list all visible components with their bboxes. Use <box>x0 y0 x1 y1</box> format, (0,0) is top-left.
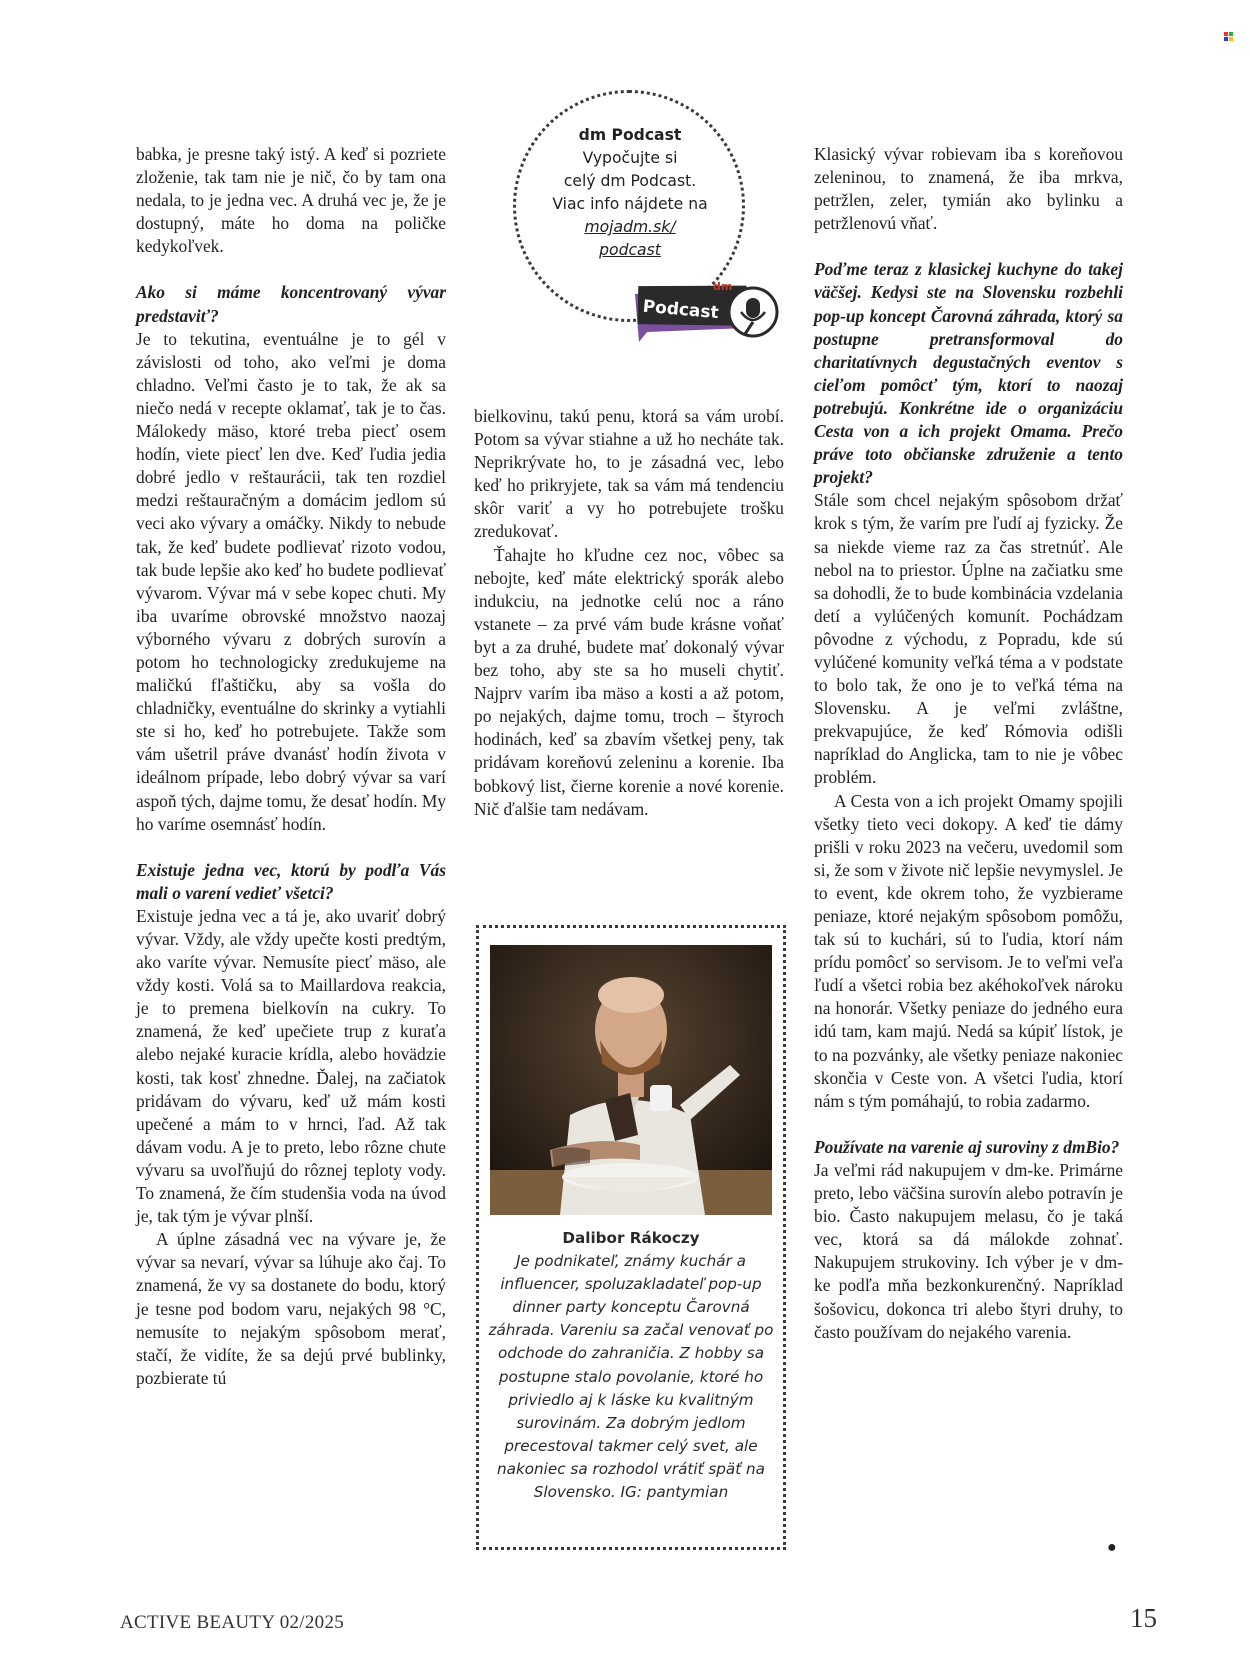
podcast-link[interactable]: podcast <box>599 241 661 259</box>
corner-color-marks <box>1224 32 1234 42</box>
paragraph: Ťahajte ho kľudne cez noc, vôbec sa nebojte, keď máte elektrický sporák alebo indukciu, na jednotke celú noc a ráno vstanete – za prvé vám bude krásne voňať byt a za druhé, budete mať dokonalý vývar bez toho, aby ste sa ho museli chytiť. Najprv varím iba mäso a kosti a až potom, po nejakých, dajme tomu, troch – štyroch hodinách, keď sa zbavím všetkej peny, tak pridávam koreňovú zeleninu a korenie. Iba bobkový list, čierne korenie a nové korenie. Nič ďalšie tam nedávam. <box>474 544 784 819</box>
paragraph: Ja veľmi rád nakupujem v dm-ke. Primárne preto, lebo väčšina surovín alebo potravín je bio. Často nakupujem melasu, čo je taká vec, ktorá sa dá málokde zohnať. Nakupujem strukoviny. Ich výber je v dm-ke podľa mňa bezkonkurenčný. Napríklad šošovicu, dokonca tri alebo štyri druhy, to často používam do nejakého varenia. <box>814 1159 1123 1342</box>
photo-caption <box>482 1227 780 1504</box>
end-of-article-mark: ● <box>1107 1539 1117 1556</box>
paragraph: Stále som chcel nejakým spôsobom držať krok s tým, že varím pre ľudí aj fyzicky. Že sa niekde vieme raz za čas stretnúť. Ale nebol na to priestor. Úplne na začiatku sme sa dohodli, že to bude kombinácia vzdelania detí a vylúčených komunít. Pochádzam pôvodne z východu, z Popradu, kde sú vylúčené komunity veľká téma a v podstate to bolo tak, že ono je to veľká téma na Slovensku. A je veľmi zvláštne, prekvapujúce, že keď Rómovia odišli napríklad do Anglicka, tam to nie je vôbec problém. <box>814 490 1123 788</box>
article-column-2 <box>474 405 784 821</box>
caption-text: Je podnikateľ, známy kuchár a influencer, spoluzakladateľ pop-up dinner party konceptu Čarovná záhrada. Vareniu sa začal venovať po odchode do zahraničia. Z hobby sa postupne stalo povolanie, ktoré ho priviedlo aj k láske ku kvalitným surovinám. Za dobrým jedlom precestoval takmer celý svet, ale nakoniec sa rozhodol vrátiť späť na Slovensko. IG: pantymian <box>488 1252 774 1502</box>
badge-label: Podcast <box>641 296 720 324</box>
podcast-line: celý dm Podcast. <box>563 172 697 190</box>
paragraph: A Cesta von a ich projekt Omamy spojili všetky tieto veci dokopy. A keď tie dámy prišli v roku 2023 na večeru, uvedomil som si, že som v živote nič lepšie nevymyslel. Je to event, kde okrem toho, že vyzbierame peniaze, ktoré nejakým spôsobom pomôžu, tak sú to kuchári, sú to ľudia, ktorí nám prídu pomôcť so servisom. Je to veľmi veľa ľudí a všetci robia bez akéhokoľvek nároku na honorár. Všetky peniaze do jedného eura idú tam, kam majú. Nedá sa kúpiť lístok, je to na pozvánky, ale všetky peniaze nakoniec skončia v Ceste von. A všetci ľudia, ktorí nám s tým pomáhajú, to robia zadarmo. <box>814 790 1123 1111</box>
page-number: 15 <box>1130 1603 1157 1633</box>
interview-question: Používate na varenie aj suroviny z dmBio? <box>814 1136 1120 1157</box>
podcast-callout <box>530 124 730 262</box>
podcast-line: Viac info nájdete na <box>552 195 708 213</box>
dm-podcast-badge <box>633 276 783 351</box>
article-column-1 <box>136 143 446 1390</box>
paragraph: Klasický vývar robievam iba s koreňovou zeleninou, to znamená, že iba mrkva, petržlen, zeler, tymián ako bylinku a petržlenovú vňať. <box>814 144 1123 234</box>
paragraph: babka, je presne taký istý. A keď si pozriete zloženie, tak tam nie je nič, čo by tam ona nedala, to je jedna vec. A druhá vec je, že je dostupný, máte ho doma na poličke kedykoľvek. <box>136 144 446 257</box>
badge-brand: dm <box>713 280 733 293</box>
magazine-issue: ACTIVE BEAUTY 02/2025 <box>120 1612 345 1633</box>
paragraph: Je to tekutina, eventuálne je to gél v závislosti od toho, ako veľmi je doma chladno. Veľmi často je to tak, že ak sa niečo nedá v recepte oklamať, tak je to čas. Málokedy mäso, ktoré treba piecť osem hodín, viete piecť len dve. Keď ľudia jedia dobré jedlo v reštaurácii, tak ten rozdiel medzi reštauračným a domácim jedlom sú veci ako vývary a omáčky. Nikdy to nebude tak, že keď budete podlievať rizoto vodou, tak bude lepšie ako keď ho budete podlievať vývarom. Vývar má v sebe kopec chuti. My iba uvaríme obrovské množstvo naozaj výborného vývaru z dobrých surovín a potom ho technologicky zredukujeme na maličkú fľaštičku, aby sa vošla do chladničky, eventuálne do skrinky a vytiahli ste si ho, keď ho potrebujete. Takže som vám ušetril práve dvanásť hodín života v ideálnom prípade, lebo dobrý vývar sa varí aspoň tých, dajme tomu, že desať hodín. My ho varíme osemnásť hodín. <box>136 328 446 834</box>
paragraph: bielkovinu, takú penu, ktorá sa vám urobí. Potom sa vývar stiahne a už ho necháte tak. Neprikrývate ho, to je zásadná vec, lebo keď ho prikryjete, tak sa vám má tendenciu skôr variť a vy ho potrebujete trošku zredukovať. <box>474 406 784 542</box>
podcast-link[interactable]: mojadm.sk/ <box>584 218 676 236</box>
interview-question: Ako si máme koncentrovaný vývar predstaviť? <box>136 282 446 326</box>
microphone-icon <box>729 288 777 336</box>
podcast-title: dm Podcast <box>578 126 682 144</box>
article-column-3 <box>814 143 1123 1344</box>
chef-photo <box>490 945 772 1215</box>
paragraph: A úplne zásadná vec na vývare je, že vývar sa nevarí, vývar sa lúhuje ako čaj. To znamená, že vy sa dostanete do bodu, ktorý je tesne pod bodom varu, nejakých 98 °C, nemusíte to nejakým spôsobom merať, stačí, že vidíte, že sa dejú prvé bublinky, pozbierate tú <box>136 1229 446 1388</box>
interview-question: Existuje jedna vec, ktorú by podľa Vás mali o varení vedieť všetci? <box>136 859 446 903</box>
paragraph: Existuje jedna vec a tá je, ako uvariť dobrý vývar. Vždy, ale vždy upečte kosti predtým, ako varíte vývar. Nemusíte piecť mäso, ale vždy kosti. Volá sa to Maillardova reakcia, je to premena bielkovín na cukry. To znamená, že keď upečiete trup z kuraťa alebo nejaké kuracie krídla, alebo hovädzie kosti, tak kosť zhnedne. Ďalej, na začiatok pridávam do vývaru, keď už mám kosti upečené a mám to v hrnci, ľad. Až tak dávam vodu. A je to preto, lebo rôzne chute vývaru sa uvoľňujú do rôznej teploty vody. To znamená, že čím studenšia voda na úvod je, tak tým je vývar plnší. <box>136 905 446 1227</box>
interview-question: Poďme teraz z klasickej kuchyne do takej väčšej. Kedysi ste na Slovensku rozbehli pop-up koncept Čarovná záhrada, ktorý sa postupne pretransformoval do charitatívnych degustačných eventov s cieľom pomôcť tým, ktorí to naozaj potrebujú. Konkrétne ide o organizáciu Cesta von a ich projekt Omama. Prečo práve toto občianske združenie a tento projekt? <box>814 259 1123 488</box>
caption-name: Dalibor Rákoczy <box>562 1229 700 1247</box>
podcast-line: Vypočujte si <box>582 149 678 167</box>
